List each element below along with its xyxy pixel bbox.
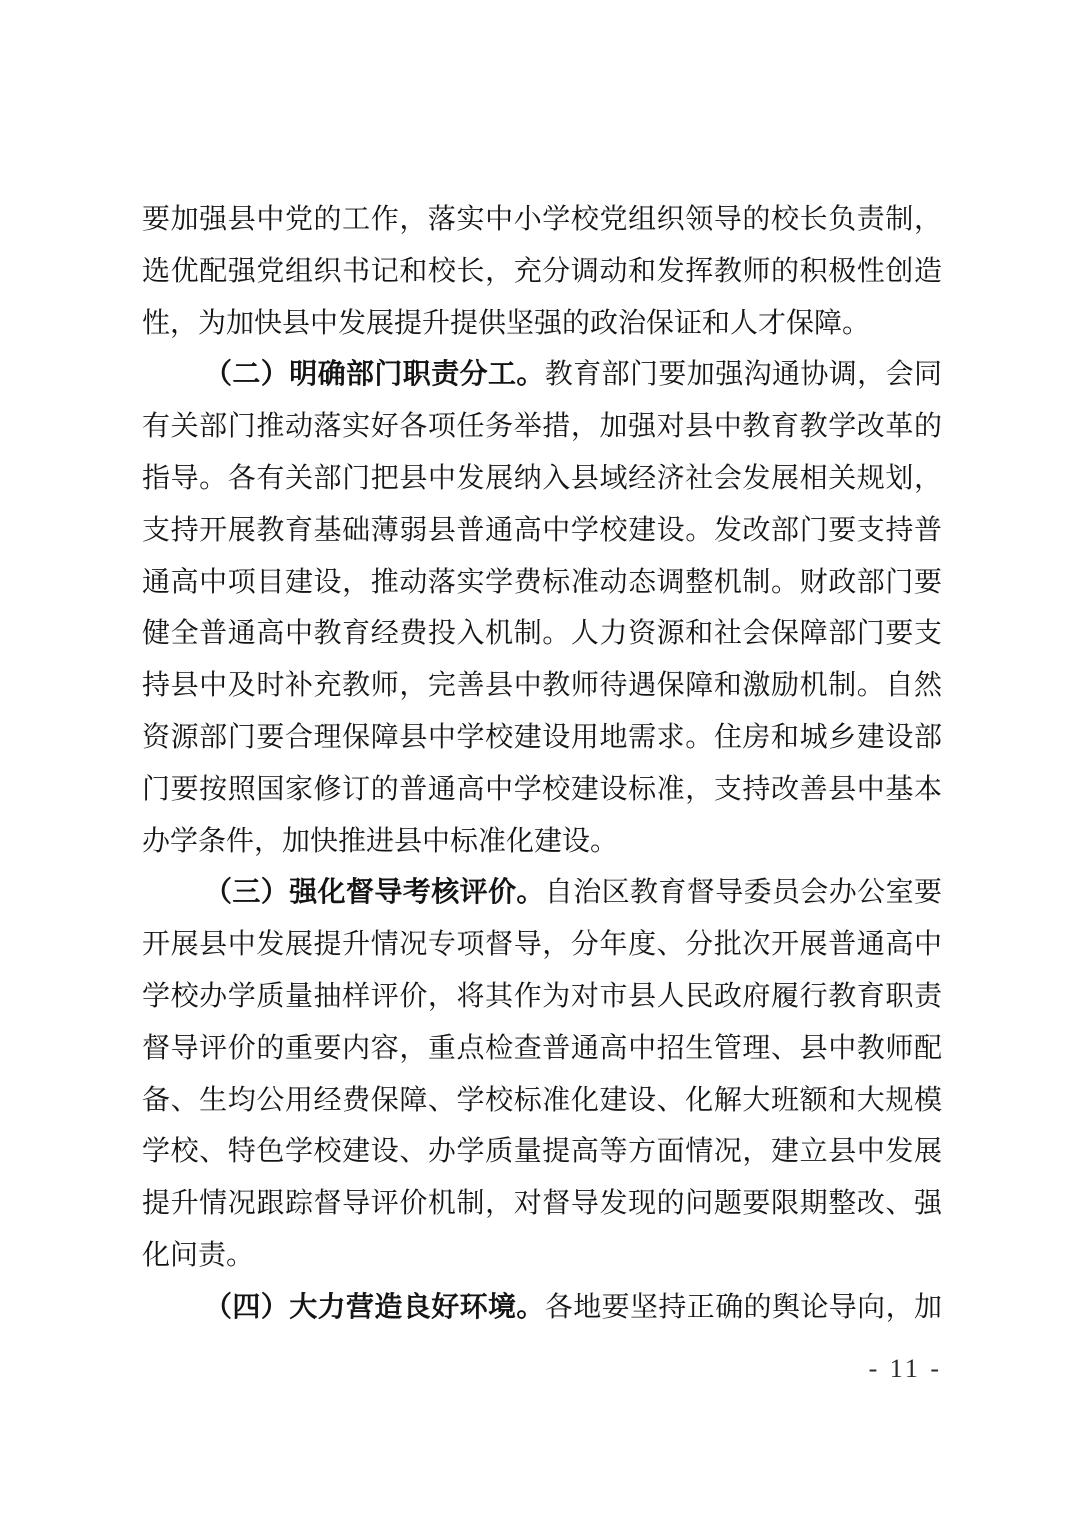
body-text-segment: 提升情况跟踪督导评价机制，对督导发现的问题要限期整改、强 — [142, 1188, 942, 1220]
text-line — [142, 764, 942, 816]
body-text-segment: 有关部门推动落实好各项任务举措，加强对县中教育教学改革的 — [142, 411, 942, 443]
body-text-segment: 学校办学质量抽样评价，将其作为对市县人民政府履行教育职责 — [142, 980, 942, 1012]
section-heading: （四）大力营造良好环境。 — [204, 1291, 545, 1323]
page-number: - 11 - — [868, 1354, 942, 1383]
text-line — [142, 1178, 942, 1230]
text-line — [142, 867, 942, 919]
body-text-segment: 自治区教育督导委员会办公室要 — [544, 877, 942, 909]
body-text-segment: 选优配强党组织书记和校长，充分调动和发挥教师的积极性创造 — [142, 255, 942, 287]
text-line — [142, 505, 942, 557]
text-line — [142, 660, 942, 712]
text-line — [142, 608, 942, 660]
text-line — [142, 712, 942, 764]
text-line — [142, 557, 942, 609]
text-line — [142, 246, 942, 298]
text-line — [142, 401, 942, 453]
text-line — [142, 816, 942, 868]
body-text-segment: 健全普通高中教育经费投入机制。人力资源和社会保障部门要支 — [142, 618, 942, 650]
body-text-segment: 持县中及时补充教师，完善县中教师待遇保障和激励机制。自然 — [142, 670, 942, 702]
body-text-segment: 指导。各有关部门把县中发展纳入县域经济社会发展相关规划， — [142, 462, 942, 494]
text-line — [142, 919, 942, 971]
body-text-segment: 各地要坚持正确的舆论导向，加 — [544, 1291, 942, 1323]
body-text-segment: 支持开展教育基础薄弱县普通高中学校建设。发改部门要支持普 — [142, 514, 942, 546]
text-line — [142, 298, 942, 350]
text-line — [142, 453, 942, 505]
text-line — [142, 1075, 942, 1127]
body-text-segment: 开展县中发展提升情况专项督导，分年度、分批次开展普通高中 — [142, 929, 942, 961]
body-text-segment: 办学条件，加快推进县中标准化建设。 — [142, 825, 619, 857]
body-text-segment: 通高中项目建设，推动落实学费标准动态调整机制。财政部门要 — [142, 566, 942, 598]
body-text-segment: 性，为加快县中发展提升提供坚强的政治保证和人才保障。 — [142, 307, 871, 339]
body-text-segment: 备、生均公用经费保障、学校标准化建设、化解大班额和大规模 — [142, 1084, 942, 1116]
text-line — [142, 1282, 942, 1334]
text-line — [142, 1126, 942, 1178]
body-text-segment: 要加强县中党的工作，落实中小学校党组织领导的校长负责制， — [142, 204, 942, 235]
text-line — [142, 1023, 942, 1075]
text-line — [142, 971, 942, 1023]
text-line — [142, 349, 942, 401]
document-body — [142, 194, 942, 1334]
text-line — [142, 194, 942, 246]
text-line — [142, 1230, 942, 1282]
section-heading: （三）强化督导考核评价。 — [204, 877, 545, 909]
body-text-segment: 化问责。 — [142, 1239, 255, 1271]
body-text-segment: 督导评价的重要内容，重点检查普通高中招生管理、县中教师配 — [142, 1032, 942, 1064]
body-text-segment: 学校、特色学校建设、办学质量提高等方面情况，建立县中发展 — [142, 1136, 942, 1168]
body-text-segment: 资源部门要合理保障县中学校建设用地需求。住房和城乡建设部 — [142, 721, 942, 753]
body-text-segment: 门要按照国家修订的普通高中学校建设标准，支持改善县中基本 — [142, 773, 942, 805]
body-text-segment: 教育部门要加强沟通协调，会同 — [544, 359, 942, 391]
section-heading: （二）明确部门职责分工。 — [204, 359, 545, 391]
